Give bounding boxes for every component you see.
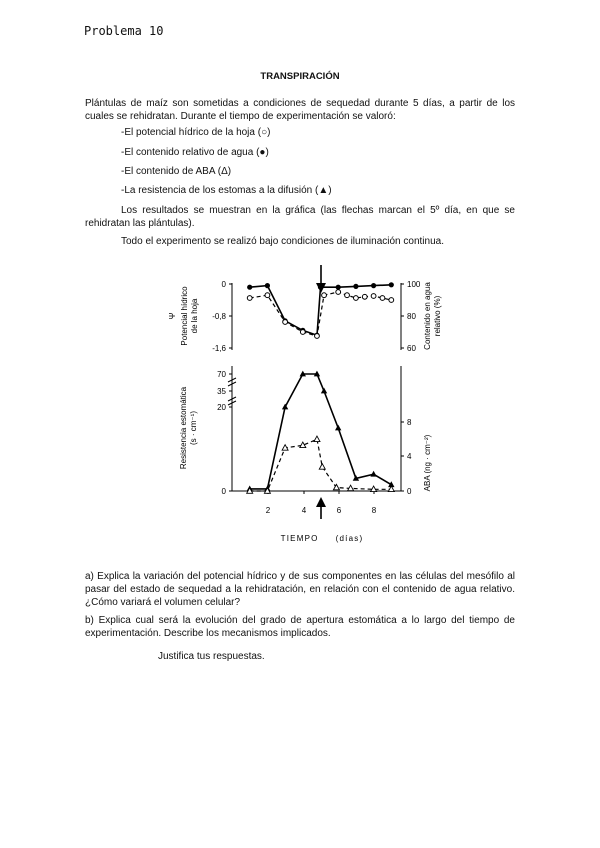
justify-note: Justifica tus respuestas. <box>158 651 265 662</box>
tick-label: -0,8 <box>212 312 226 321</box>
intro-paragraph: Plántulas de maíz son sometidas a condiciones de sequedad durante 5 días, a partir de los cuales se rehidratan. Durante el tiempo de experimentación se valoró: <box>85 98 515 122</box>
data-point <box>371 283 376 288</box>
question-a: a) Explica la variación del potencial hídrico y de sus componentes en las células del mesófilo al pasar del estado de sequedad a la rehidratación, en relación con el contenido de agua relativo. ¿Cómo variará el volumen celular? <box>85 571 515 608</box>
psi-symbol: Ψ <box>168 312 177 320</box>
data-point <box>247 285 252 290</box>
data-point <box>371 294 376 299</box>
page-title: TRANSPIRACIÓN <box>260 71 340 82</box>
upper-left-axis-title: de la hoja <box>190 298 199 334</box>
data-point <box>335 425 341 431</box>
lower-left-axis-title: Resistencia estomática <box>179 386 188 470</box>
data-point <box>283 320 288 325</box>
lower-left-axis-title: (s · cm⁻¹) <box>189 411 198 445</box>
tick-label: 6 <box>336 506 342 515</box>
data-point <box>336 290 341 295</box>
measured-item-water-content: -El contenido relativo de agua (●) <box>121 147 269 158</box>
series-line-water-potential <box>250 292 392 336</box>
series-line-stomatal-resistance <box>250 374 392 489</box>
data-point <box>315 334 320 339</box>
data-point <box>370 471 376 477</box>
data-point <box>345 293 350 298</box>
tick-label: 0 <box>221 280 226 289</box>
tick-label: 4 <box>407 452 412 461</box>
data-point <box>389 282 394 287</box>
data-point <box>354 296 359 301</box>
measured-item-stomatal-resistance: -La resistencia de los estomas a la difusión (▲) <box>121 185 332 196</box>
data-point <box>389 298 394 303</box>
data-point <box>318 285 323 290</box>
lower-right-axis-title: ABA (ng · cm⁻²) <box>423 434 432 492</box>
tick-label: 35 <box>217 387 226 396</box>
data-point <box>300 330 305 335</box>
data-point <box>319 464 325 470</box>
rehydration-arrow-bottom <box>316 497 326 519</box>
series-line-aba <box>250 439 392 491</box>
tick-label: 100 <box>407 280 421 289</box>
data-point <box>265 293 270 298</box>
tick-label: 60 <box>407 344 416 353</box>
data-point <box>336 285 341 290</box>
results-paragraph: Los resultados se muestran en la gráfica (las flechas marcan el 5º día, en que se rehidratan las plántulas). <box>85 205 515 229</box>
measured-item-aba: -El contenido de ABA (Δ) <box>121 166 232 177</box>
data-point <box>353 284 358 289</box>
tick-label: 80 <box>407 312 416 321</box>
tick-label: 8 <box>407 418 412 427</box>
tick-label: 8 <box>371 506 377 515</box>
upper-right-axis-title: Contenido en agua <box>423 282 432 350</box>
data-point <box>321 388 327 394</box>
upper-right-axis-title: relativo (%) <box>433 295 442 337</box>
tick-label: -1,6 <box>212 344 226 353</box>
data-point <box>247 296 252 301</box>
data-point <box>265 283 270 288</box>
data-point <box>314 436 320 442</box>
data-point <box>322 293 327 298</box>
tick-label: 20 <box>217 403 226 412</box>
tick-label: 4 <box>301 506 307 515</box>
x-axis-title: TIEMPO (días) <box>280 534 364 543</box>
tick-label: 0 <box>407 487 412 496</box>
tick-label: 0 <box>221 487 226 496</box>
series-line-water-content <box>250 285 392 335</box>
lighting-note: Todo el experimento se realizó bajo condiciones de iluminación continua. <box>121 236 444 247</box>
problem-number: Problema 10 <box>84 24 164 38</box>
measured-item-water-potential: -El potencial hídrico de la hoja (○) <box>121 127 271 138</box>
data-point <box>362 294 367 299</box>
data-point <box>380 296 385 301</box>
axis-ticks <box>229 284 404 494</box>
upper-left-axis-title: Potencial hídrico <box>180 286 189 346</box>
question-b: b) Explica cual será la evolución del grado de apertura estomática a lo largo del tiempo de experimentación. Describe los mecanismos implicados. <box>85 615 515 639</box>
tick-label: 2 <box>265 506 271 515</box>
tick-label: 70 <box>217 370 226 379</box>
